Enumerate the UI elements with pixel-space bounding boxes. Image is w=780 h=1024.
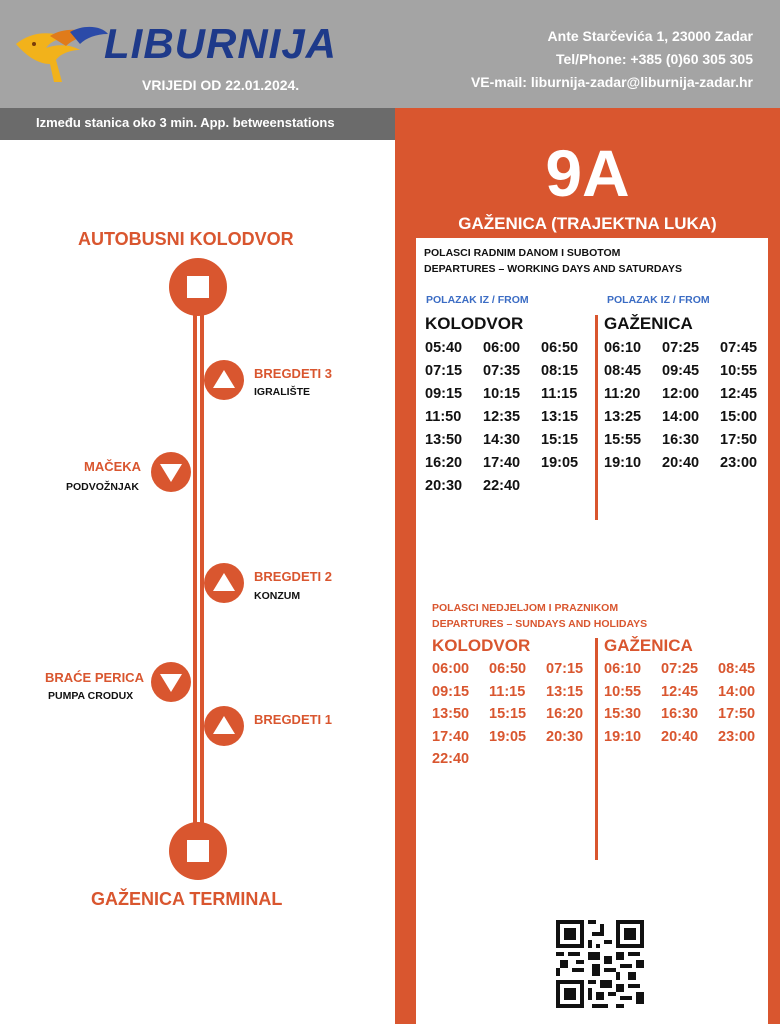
departure-time: 15:15 — [489, 706, 527, 722]
route-number: 9A — [545, 136, 630, 210]
departure-time: 17:40 — [483, 455, 521, 471]
departure-time: 06:50 — [541, 340, 579, 356]
start-terminal-name: AUTOBUSNI KOLODVOR — [78, 229, 294, 249]
departure-time: 19:05 — [541, 455, 579, 471]
logo-text: LIBURNIJA — [104, 20, 338, 67]
departure-time: 12:45 — [720, 386, 758, 402]
departure-time: 09:15 — [425, 386, 463, 402]
address: Ante Starčevića 1, 23000 Zadar — [547, 28, 753, 44]
sunday-left-stop: KOLODVOR — [432, 636, 531, 655]
departure-time: 06:10 — [604, 661, 642, 677]
weekday-title-hr: POLASCI RADNIM DANOM I SUBOTOM — [424, 247, 621, 259]
departure-time: 16:20 — [546, 706, 584, 722]
departure-time: 16:30 — [662, 432, 700, 448]
end-terminal-marker — [169, 822, 227, 880]
departure-time: 20:30 — [546, 728, 584, 745]
start-terminal-marker — [169, 258, 227, 316]
direction-up-icon — [213, 370, 235, 388]
end-terminal-name: GAŽENICA TERMINAL — [91, 889, 283, 909]
weekday-right-stop: GAŽENICA — [604, 314, 693, 333]
route-destination: GAŽENICA (TRAJEKTNA LUKA) — [458, 214, 717, 233]
departure-time: 13:50 — [432, 706, 470, 722]
direction-down-icon — [160, 674, 182, 692]
stop-name-bregdeti-2: BREGDETI 2 — [254, 569, 333, 584]
departure-time: 17:40 — [432, 728, 470, 745]
departure-time: 19:10 — [604, 728, 642, 745]
qr-code-icon — [556, 920, 644, 1008]
stop-sub-pumpa-crodux: PUMPA CRODUX — [48, 690, 134, 702]
info-bar — [0, 108, 395, 140]
stop-name-brace-perica: BRAĆE PERICA — [45, 670, 144, 685]
weekday-left-times — [425, 337, 599, 498]
departure-time: 22:40 — [483, 478, 521, 494]
sunday-title-en: DEPARTURES – SUNDAYS AND HOLIDAYS — [432, 618, 648, 630]
departure-time: 11:20 — [604, 386, 641, 402]
stop-name-maceka: MAČEKA — [84, 459, 142, 474]
stop-sub-konzum: KONZUM — [254, 590, 301, 602]
header — [0, 0, 780, 108]
departure-time: 13:50 — [425, 432, 463, 448]
departure-time: 22:40 — [432, 751, 470, 767]
stop-sub-igraliste: IGRALIŠTE — [254, 386, 311, 398]
departure-time: 07:45 — [720, 340, 758, 356]
route-line — [193, 290, 204, 850]
departure-time: 13:15 — [541, 409, 579, 425]
stop-sub-podvoznjak: PODVOŽNJAK — [66, 481, 139, 493]
weekday-title-en: DEPARTURES – WORKING DAYS AND SATURDAYS — [424, 263, 683, 275]
departure-time: 13:15 — [546, 683, 584, 700]
departure-time: 16:20 — [425, 455, 463, 471]
departure-time: 10:55 — [604, 683, 642, 700]
departure-time: 20:40 — [661, 728, 699, 745]
departure-time: 11:15 — [541, 386, 578, 402]
departure-time: 06:50 — [489, 661, 527, 677]
departure-time: 14:00 — [718, 683, 756, 700]
contact-info — [471, 25, 753, 94]
departure-time: 12:45 — [661, 683, 699, 700]
stop-marker-maceka — [151, 452, 191, 492]
departure-time: 10:55 — [720, 363, 758, 379]
departure-time: 20:30 — [425, 478, 463, 494]
departure-time: 07:25 — [661, 661, 699, 677]
stop-marker-bregdeti-2 — [204, 563, 244, 603]
departure-time: 20:40 — [662, 455, 700, 471]
stop-name-bregdeti-3: BREGDETI 3 — [254, 366, 333, 381]
departure-time: 06:10 — [604, 340, 642, 356]
direction-up-icon — [213, 573, 235, 591]
email: VE-mail: liburnija-zadar@liburnija-zadar.hr — [470, 74, 753, 90]
departure-time: 17:50 — [720, 432, 758, 448]
departure-time: 08:45 — [718, 661, 756, 677]
departure-time: 08:15 — [541, 363, 579, 379]
departure-time: 15:30 — [604, 706, 642, 722]
departure-time: 14:30 — [483, 432, 521, 448]
from-label-right: POLAZAK IZ / FROM — [607, 294, 710, 306]
departure-time: 08:45 — [604, 363, 642, 379]
departure-time: 12:00 — [662, 386, 700, 402]
departure-time: 07:35 — [483, 363, 521, 379]
info-text: Između stanica oko 3 min. App. betweenstations — [36, 115, 335, 130]
stop-marker-bregdeti-3 — [204, 360, 244, 400]
phone: Tel/Phone: +385 (0)60 305 305 — [555, 51, 753, 67]
sunday-divider — [595, 638, 598, 860]
sunday-title-hr: POLASCI NEDJELJOM I PRAZNIKOM — [432, 602, 619, 614]
departure-time: 06:00 — [483, 340, 521, 356]
stop-name-bregdeti-1: BREGDETI 1 — [254, 712, 333, 727]
weekday-left-stop: KOLODVOR — [425, 314, 524, 333]
stop-marker-bregdeti-1 — [204, 706, 244, 746]
departure-time: 07:25 — [662, 340, 700, 356]
sunday-title — [432, 600, 647, 632]
weekday-divider — [595, 315, 598, 520]
sunday-right-times — [604, 658, 775, 748]
departure-time: 05:40 — [425, 340, 463, 356]
departure-time: 19:10 — [604, 455, 642, 471]
departure-time: 16:30 — [661, 706, 699, 722]
direction-up-icon — [213, 716, 235, 734]
departure-time: 10:15 — [483, 386, 521, 402]
sunday-right-stop: GAŽENICA — [604, 636, 693, 655]
departure-time: 19:05 — [489, 728, 527, 745]
departure-time: 12:35 — [483, 409, 521, 425]
departure-time: 15:55 — [604, 432, 642, 448]
departure-time: 06:00 — [432, 661, 470, 677]
departure-time: 14:00 — [662, 409, 700, 425]
departure-time: 09:15 — [432, 683, 470, 700]
departure-time: 13:25 — [604, 409, 642, 425]
departure-time: 11:50 — [425, 409, 462, 425]
departure-time: 09:45 — [662, 363, 700, 379]
departure-time: 17:50 — [718, 706, 756, 722]
weekday-title — [424, 245, 682, 277]
departure-time: 23:00 — [718, 728, 756, 745]
departure-time: 15:15 — [541, 432, 579, 448]
departure-time: 07:15 — [546, 661, 584, 677]
departure-time: 15:00 — [720, 409, 758, 425]
stop-marker-brace-perica — [151, 662, 191, 702]
liburnija-bird-logo-icon — [10, 24, 110, 86]
sunday-left-times — [432, 658, 603, 771]
departure-time: 07:15 — [425, 363, 463, 379]
departure-time: 23:00 — [720, 455, 758, 471]
direction-down-icon — [160, 464, 182, 482]
from-label-left: POLAZAK IZ / FROM — [426, 294, 529, 306]
weekday-right-times — [604, 337, 778, 475]
valid-from: VRIJEDI OD 22.01.2024. — [142, 77, 300, 93]
departure-time: 11:15 — [489, 683, 526, 700]
